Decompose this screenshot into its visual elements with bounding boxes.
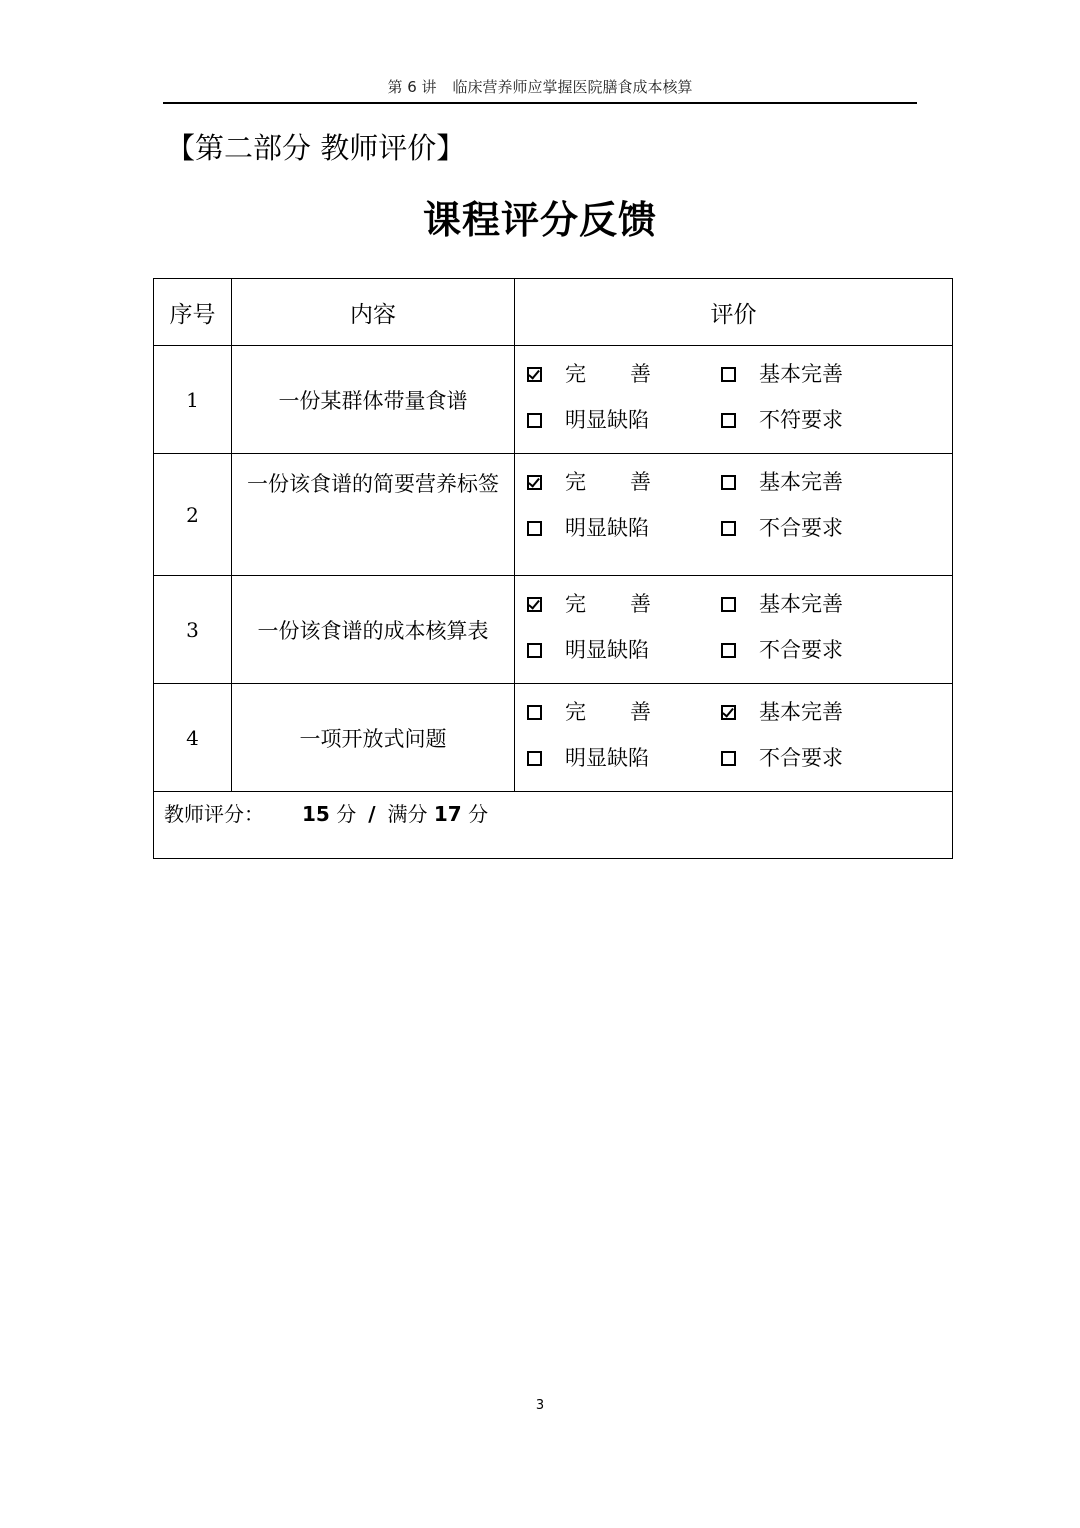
unchecked-box-icon[interactable] (527, 705, 542, 720)
feedback-table (153, 278, 953, 859)
full-score-label: 满分 (387, 802, 428, 826)
option-perfect[interactable] (527, 468, 721, 496)
option-label: 不符要求 (759, 408, 843, 432)
option-label: 明显缺陷 (565, 408, 649, 432)
section-heading: 【第二部分 教师评价】 (166, 131, 466, 165)
option-basic[interactable] (721, 360, 911, 388)
unchecked-box-icon[interactable] (527, 643, 542, 658)
header-seq: 序号 (154, 279, 232, 346)
option-label: 明显缺陷 (565, 638, 649, 662)
evaluation-options (515, 454, 953, 576)
option-label: 明显缺陷 (565, 746, 649, 770)
option-perfect[interactable] (527, 698, 721, 726)
unchecked-box-icon[interactable] (721, 751, 736, 766)
option-defect[interactable] (527, 636, 721, 664)
option-label: 完善 (565, 362, 695, 386)
table-row (154, 684, 953, 792)
checked-box-icon[interactable] (527, 475, 542, 490)
option-defect[interactable] (527, 406, 721, 434)
evaluation-options (515, 576, 953, 684)
option-basic[interactable] (721, 590, 911, 618)
unchecked-box-icon[interactable] (527, 751, 542, 766)
row-seq: 1 (154, 346, 232, 454)
option-perfect[interactable] (527, 590, 721, 618)
row-seq: 4 (154, 684, 232, 792)
score-label: 教师评分： (164, 802, 264, 826)
option-basic[interactable] (721, 698, 911, 726)
unchecked-box-icon[interactable] (721, 367, 736, 382)
option-label: 完善 (565, 470, 695, 494)
row-content: 一份该食谱的简要营养标签 (232, 454, 515, 576)
option-label: 完善 (565, 700, 695, 724)
option-label: 不合要求 (759, 516, 843, 540)
unchecked-box-icon[interactable] (527, 521, 542, 536)
lecture-title: 临床营养师应掌握医院膳食成本核算 (452, 78, 693, 96)
option-nonconform[interactable] (721, 406, 911, 434)
header-evaluation: 评价 (515, 279, 953, 346)
option-perfect[interactable] (527, 360, 721, 388)
page-number: 3 (535, 1398, 545, 1413)
option-label: 不合要求 (759, 746, 843, 770)
option-label: 基本完善 (759, 470, 843, 494)
checked-box-icon[interactable] (721, 705, 736, 720)
unchecked-box-icon[interactable] (721, 521, 736, 536)
option-label: 基本完善 (759, 362, 843, 386)
option-label: 不合要求 (759, 638, 843, 662)
option-nonconform[interactable] (721, 514, 911, 542)
option-defect[interactable] (527, 514, 721, 542)
table-row (154, 576, 953, 684)
full-score-value: 17 (433, 802, 462, 826)
lecture-number: 第 6 讲 (387, 78, 437, 96)
option-basic[interactable] (721, 468, 911, 496)
row-content: 一项开放式问题 (232, 684, 515, 792)
row-content: 一份该食谱的成本核算表 (232, 576, 515, 684)
option-nonconform[interactable] (721, 744, 911, 772)
running-header (163, 74, 917, 104)
score-separator: / (368, 802, 376, 826)
row-seq: 3 (154, 576, 232, 684)
score-unit: 分 (336, 802, 357, 826)
option-defect[interactable] (527, 744, 721, 772)
page-title: 课程评分反馈 (422, 198, 657, 242)
option-label: 基本完善 (759, 700, 843, 724)
checked-box-icon[interactable] (527, 597, 542, 612)
unchecked-box-icon[interactable] (721, 643, 736, 658)
teacher-score (154, 792, 952, 828)
row-content: 一份某群体带量食谱 (232, 346, 515, 454)
unchecked-box-icon[interactable] (721, 597, 736, 612)
unchecked-box-icon[interactable] (721, 475, 736, 490)
row-seq: 2 (154, 454, 232, 576)
score-cell (154, 792, 953, 859)
checked-box-icon[interactable] (527, 367, 542, 382)
table-header-row (154, 279, 953, 346)
score-row (154, 792, 953, 859)
option-label: 明显缺陷 (565, 516, 649, 540)
evaluation-options (515, 346, 953, 454)
table-row (154, 454, 953, 576)
option-nonconform[interactable] (721, 636, 911, 664)
unchecked-box-icon[interactable] (721, 413, 736, 428)
unchecked-box-icon[interactable] (527, 413, 542, 428)
option-label: 完善 (565, 592, 695, 616)
header-content: 内容 (232, 279, 515, 346)
option-label: 基本完善 (759, 592, 843, 616)
table-row (154, 346, 953, 454)
evaluation-options (515, 684, 953, 792)
full-score-unit: 分 (468, 802, 489, 826)
score-value: 15 (302, 802, 330, 826)
